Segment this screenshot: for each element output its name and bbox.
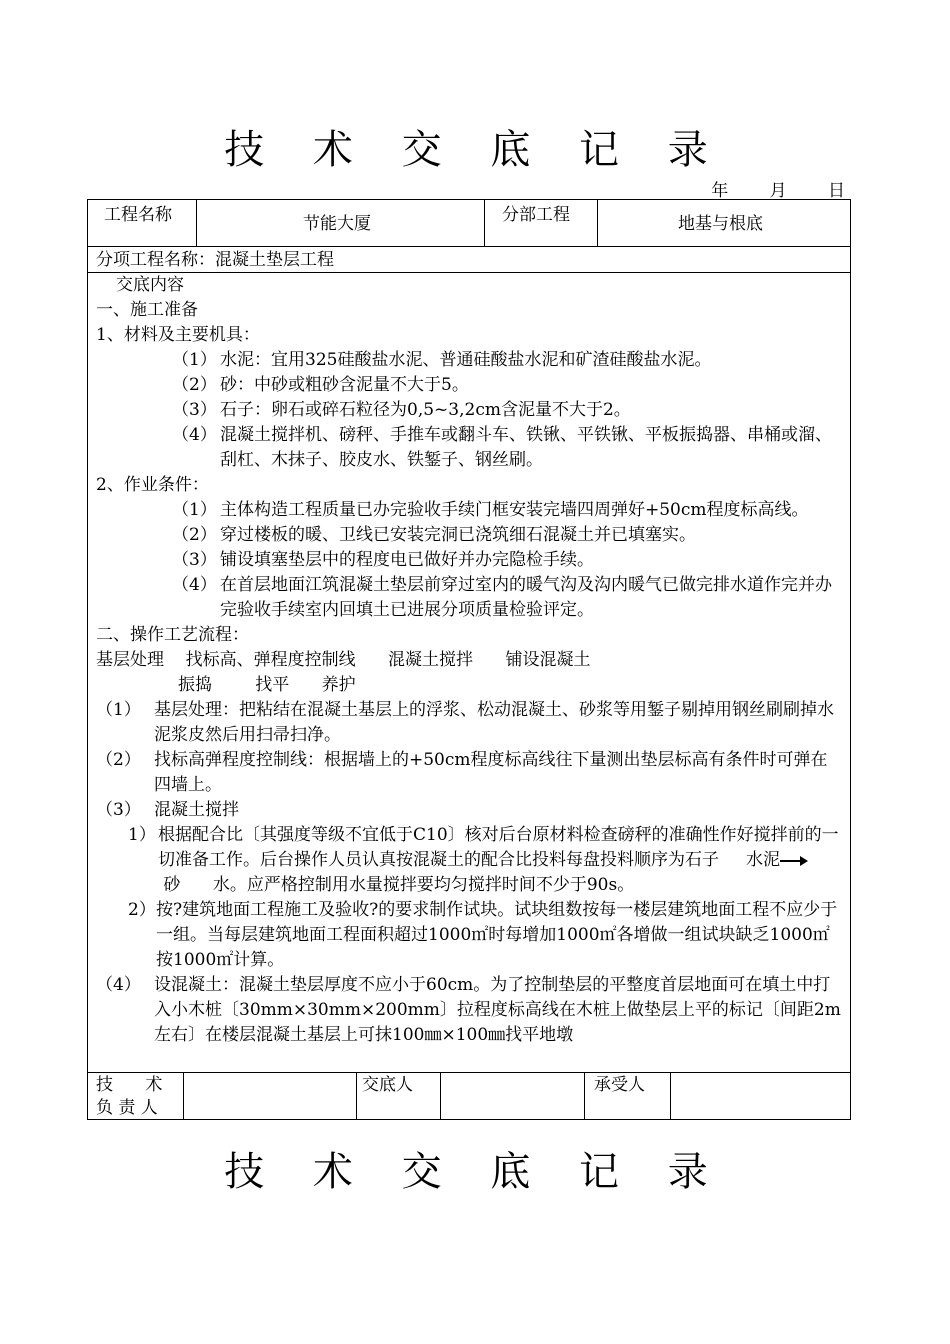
tech-lead-label: 技 术 [96,1075,163,1095]
page-title-next: 技 术 交 底 记 录 [224,1149,726,1195]
list-item: （3） 石子：卵石或碎石粒径为0,5~3,2cm含泥量不大于2。 [172,400,631,420]
division-label: 分部工程 [502,205,570,225]
receiver-label: 承受人 [594,1075,645,1095]
list-item: 1） 根据配合比〔其强度等级不宜低于C10〕核对后台原材料检查磅秤的准确性作好搅拌前的一切准备工作。后台操作人员认真按混凝土的配合比投料每盘投料顺序为石子 水泥 砂 水。应严格控制用水量搅拌要均匀搅拌时间不少于90s。 [128,825,839,895]
list-item: （1） 水泥：宜用325硅酸盐水泥、普通硅酸盐水泥和矿渣硅酸盐水泥。 [172,350,712,370]
list-item: （1） 主体构造工程质量已办完验收手续门框安装完墙四周弹好+50cm程度标高线。 [172,500,809,520]
handover-content [96,273,844,1048]
list-item: （1） 基层处理：把粘结在混凝土基层上的浮浆、松动混凝土、砂浆等用錾子剔掉用钢丝刷刷掉水泥浆皮然后用扫帚扫净。 [96,700,834,745]
list-item: （3） 铺设填塞垫层中的程度电已做好并办完隐检手续。 [172,550,594,570]
date-month: 月 [769,181,787,201]
subitem-name: 分项工程名称：混凝土垫层工程 [96,250,334,270]
list-item: （2） 找标高弹程度控制线：根据墙上的+50cm程度标高线往下量测出垫层标高有条件时可弹在四墙上。 [96,750,828,795]
division-value: 地基与根底 [678,214,763,234]
project-name-value: 节能大厦 [303,214,371,234]
list-item: （4） 在首层地面江筑混凝土垫层前穿过室内的暖气沟及沟内暖气已做完排水道作完并办完验收手续室内回填土已进展分项质量检验评定。 [172,575,832,620]
list-item: （4） 混凝土搅拌机、磅秤、手推车或翻斗车、铁锹、平铁锹、平板振捣器、串桶或溜、刮杠、木抹子、胶皮水、铁錾子、钢丝刷。 [172,425,832,470]
date-day: 日 [828,181,845,201]
content-heading: 交底内容 [116,275,184,295]
arrow-icon [780,856,808,866]
tech-lead-label-2: 负 责 人 [96,1098,158,1118]
date-year: 年 [711,181,729,201]
page-title: 技 术 交 底 记 录 [224,127,726,173]
project-name-label: 工程名称 [104,205,172,225]
list-item: 2） 按?建筑地面工程施工及验收?的要求制作试块。试块组数按每一楼层建筑地面工程不应少于一组。当每层建筑地面工程面积超过1000㎡时每增加1000㎡各增做一组试块缺乏1000㎡按1000㎡计算。 [128,900,838,970]
list-item: （2） 砂：中砂或粗砂含泥量不大于5。 [172,375,469,395]
subsection-heading: 2、作业条件： [96,475,209,495]
process-flow: 基层处理 找标高、弹程度控制线 混凝土搅拌 铺设混凝土 [96,650,591,670]
handover-person-label: 交底人 [362,1075,413,1095]
list-item: （3） 混凝土搅拌 [96,800,239,820]
subsection-heading: 1、材料及主要机具： [96,325,260,345]
process-flow: 振捣 找平 养护 [178,675,356,695]
list-item: （2） 穿过楼板的暖、卫线已安装完洞已浇筑细石混凝土并已填塞实。 [172,525,696,545]
list-item: （4） 设混凝土：混凝土垫层厚度不应小于60cm。为了控制垫层的平整度首层地面可在填土中打入小木桩〔30mm×30mm×200mm〕拉程度标高线在木桩上做垫层上平的标记〔间距2m左右〕在楼层混凝土基层上可抹100㎜×100㎜找平地墩 [96,975,841,1045]
section-heading: 一、施工准备 [96,300,198,320]
date-line [689,176,845,201]
record-table [87,199,851,1120]
section-heading: 二、操作工艺流程： [96,625,249,645]
